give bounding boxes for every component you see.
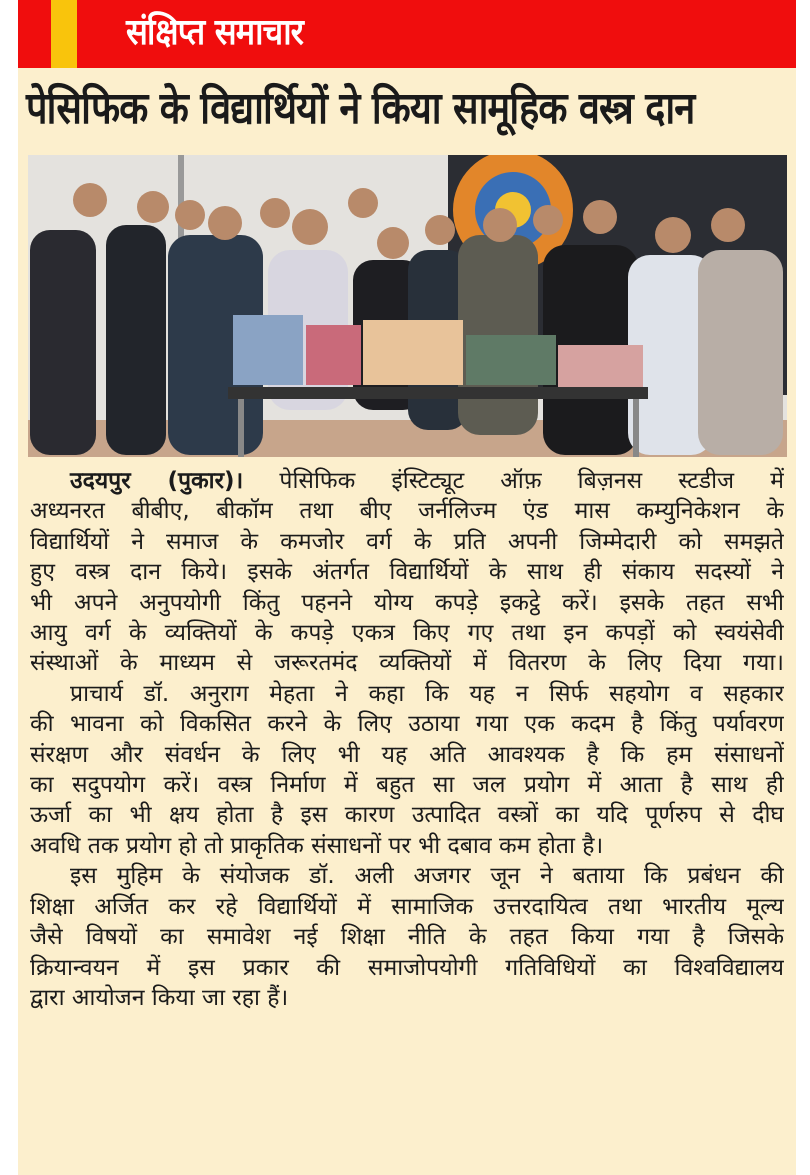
article-line: द्वारा आयोजन किया जा रहा हैं। xyxy=(30,984,289,1011)
article-line: भी अपने अनुपयोगी किंतु पहनने योग्य कपड़े इकट्ठे करें। इसके तहत सभी xyxy=(30,589,784,616)
article-line: आयु वर्ग के व्यक्तियों के कपड़े एकत्र किए गए तथा इन कपड़ों को स्वयंसेवी xyxy=(30,620,784,647)
group-photo xyxy=(28,155,787,457)
article-line: अध्यनरत बीबीए, बीकॉम तथा बीए जर्नलिज्म एंड मास कम्युनिकेशन के xyxy=(30,498,784,525)
article-line: जैसे विषयों का समावेश नई शिक्षा नीति के तहत किया गया है जिसके xyxy=(30,924,784,951)
article-line: संरक्षण और संवर्धन के लिए भी यह अति आवश्यक है कि हम संसाधनों xyxy=(30,741,784,768)
article-text: पेसिफिक इंस्टिट्यूट ऑफ़ बिज़नस स्टडीज में xyxy=(243,468,784,494)
accent-bar xyxy=(51,0,77,68)
dateline: उदयपुर (पुकार)। xyxy=(70,468,244,494)
article-line: इस मुहिम के संयोजक डॉ. अली अजगर जून ने बताया कि प्रबंधन की xyxy=(70,863,784,890)
article-line: विद्यार्थियों ने समाज के कमजोर वर्ग के प्रति अपनी जिम्मेदारी को समझते xyxy=(30,528,784,555)
article-line: संस्थाओं के माध्यम से जरूरतमंद व्यक्तियों में वितरण के लिए दिया गया। xyxy=(30,650,784,677)
section-label: संक्षिप्त समाचार xyxy=(126,12,304,53)
group-photo-image xyxy=(28,155,787,457)
article-line: का सदुपयोग करें। वस्त्र निर्माण में बहुत सा जल प्रयोग में आता है साथ ही xyxy=(30,772,784,799)
section-band xyxy=(18,0,796,68)
article-line: की भावना को विकसित करने के लिए उठाया गया एक कदम है किंतु पर्यावरण xyxy=(30,711,784,738)
headline: पेसिफिक के विद्यार्थियों ने किया सामूहिक वस्त्र दान xyxy=(26,83,695,134)
article-line: अवधि तक प्रयोग हो तो प्राकृतिक संसाधनों पर भी दबाव कम होता है। xyxy=(30,832,604,859)
article-line: क्रियान्वयन में इस प्रकार की समाजोपयोगी गतिविधियों का विश्वविद्यालय xyxy=(30,954,784,981)
article-line xyxy=(30,466,784,496)
article-line: शिक्षा अर्जित कर रहे विद्यार्थियों में सामाजिक उत्तरदायित्व तथा भारतीय मूल्य xyxy=(30,893,784,920)
news-clipping xyxy=(18,0,796,1175)
article-line: ऊर्जा का भी क्षय होता है इस कारण उत्पादित वस्त्रों का यदि पूर्णरुप से दीघ xyxy=(30,802,784,829)
article-body xyxy=(30,466,784,1013)
article-line: हुए वस्त्र दान किये। इसके अंतर्गत विद्यार्थियों के साथ ही संकाय सदस्यों ने xyxy=(30,559,784,586)
article-line: प्राचार्य डॉ. अनुराग मेहता ने कहा कि यह न सिर्फ सहयोग व सहकार xyxy=(70,680,784,707)
